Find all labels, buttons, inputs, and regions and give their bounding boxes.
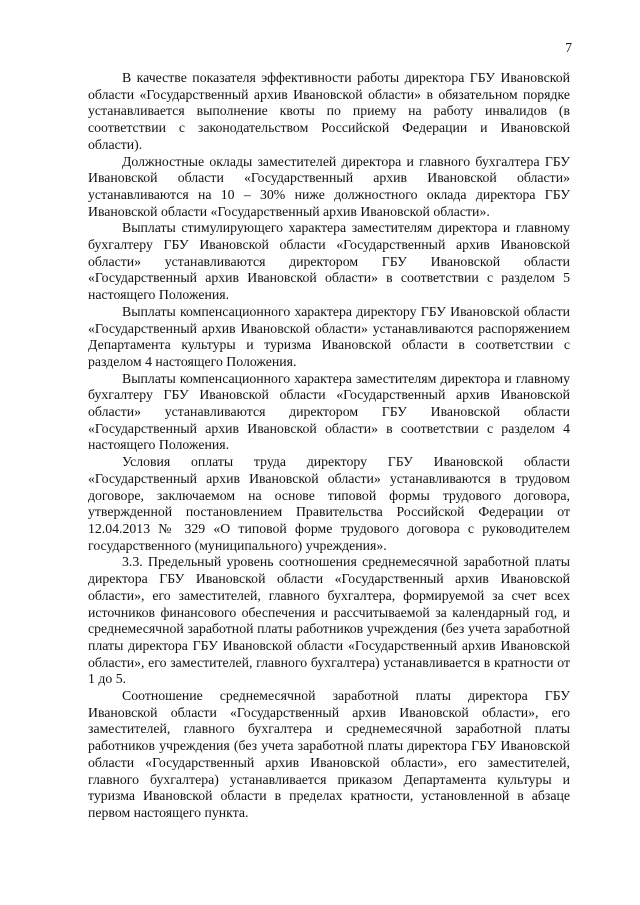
paragraph-compensation-deputies: Выплаты компенсационного характера заместителям директора и главному бухгалтеру ГБУ Ивановской области «Государственный архив Ивановской области» устанавливаются директором ГБУ Ивановской области «Государственный архив Ивановской области» в соответствии с разделом 4 настоящего Положения. [88, 370, 570, 453]
paragraph-section-3-3: 3.3. Предельный уровень соотношения среднемесячной заработной платы директора ГБУ Ивановской области «Государственный архив Ивановской области», его заместителей, главного бухгалтера, формируемой за счет всех источников финансового обеспечения и рассчитываемой за календарный год, и среднемесячной заработной платы работников учреждения (без учета заработной платы директора ГБУ Ивановской области «Государственный архив Ивановской области», его заместителей, главного бухгалтера) устанавливается в кратности от 1 до 5. [88, 554, 570, 687]
page-number: 7 [565, 40, 572, 55]
paragraph-incentive-payments: Выплаты стимулирующего характера заместителям директора и главному бухгалтеру ГБУ Ивановской области «Государственный архив Ивановской области» устанавливаются директором ГБУ Ивановской области «Государственный архив Ивановской области» в соответствии с разделом 5 настоящего Положения. [88, 220, 570, 303]
paragraph-labor-contract: Условия оплаты труда директору ГБУ Ивановской области «Государственный архив Ивановской области» устанавливаются в трудовом договоре, заключаемом на основе типовой формы трудового договора, утвержденной постановлением Правительства Российской Федерации от 12.04.2013 № 329 «О типовой форме трудового договора с руководителем государственного (муниципального) учреждения». [88, 454, 570, 553]
paragraph-director-efficiency-quota: В качестве показателя эффективности работы директора ГБУ Ивановской области «Государственный архив Ивановской области» в обязательном порядке устанавливается выполнение квоты по приему на работу инвалидов (в соответствии с законодательством Российской Федерации и Ивановской области). [88, 70, 570, 152]
paragraph-deputy-salaries: Должностные оклады заместителей директора и главного бухгалтера ГБУ Ивановской области «Государственный архив Ивановской области» устанавливаются на 10 – 30% ниже должностного оклада директора ГБУ Ивановской области «Государственный архив Ивановской области». [88, 153, 570, 219]
paragraph-compensation-director: Выплаты компенсационного характера директору ГБУ Ивановской области «Государственный архив Ивановской области» устанавливаются распоряжением Департамента культуры и туризма Ивановской области в соответствии с разделом 4 настоящего Положения. [88, 303, 570, 369]
document-body [88, 70, 570, 822]
paragraph-salary-ratio: Соотношение среднемесячной заработной платы директора ГБУ Ивановской области «Государственный архив Ивановской области», его заместителей, главного бухгалтера и среднемесячной заработной платы работников учреждения (без учета заработной платы директора ГБУ Ивановской области «Государственный архив Ивановской области», его заместителей, главного бухгалтера) устанавливается приказом Департамента культуры и туризма Ивановской области в пределах кратности, установленной в абзаце первом настоящего пункта. [88, 688, 570, 820]
